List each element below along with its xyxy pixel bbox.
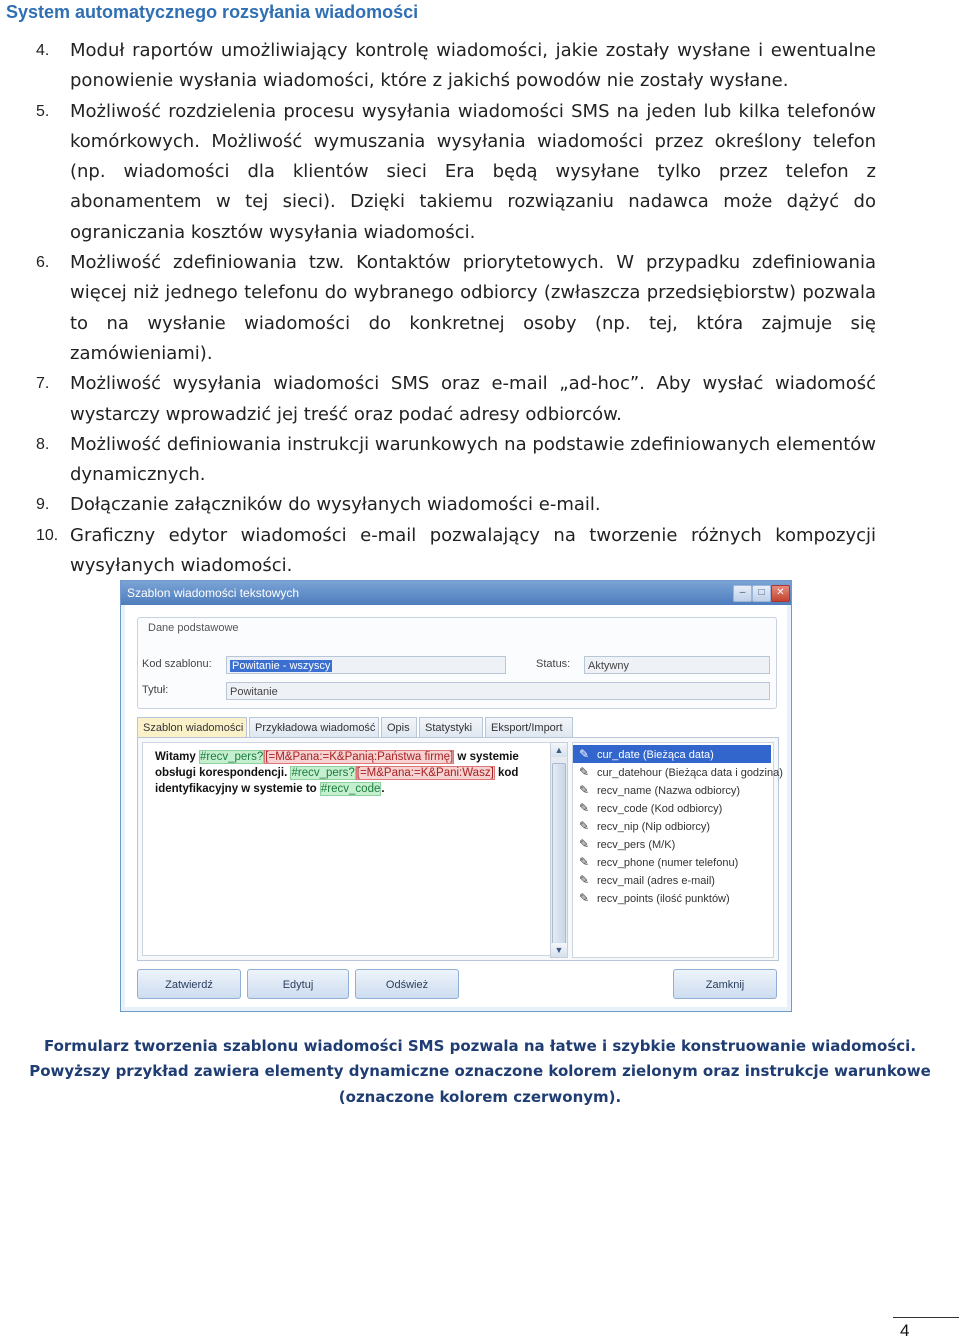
- list-number: 9.: [36, 496, 50, 514]
- list-number: 4.: [36, 42, 50, 59]
- list-number: 8.: [36, 435, 50, 453]
- scroll-up-icon[interactable]: ▲: [551, 743, 567, 757]
- variable-item[interactable]: [573, 745, 771, 763]
- variable-list: [572, 742, 783, 958]
- list-text: Możliwość definiowania instrukcji warunkowych na podstawie zdefiniowanych elementów dynamicznych.: [70, 433, 876, 486]
- tab-statistics[interactable]: Statystyki: [419, 717, 483, 737]
- variable-label: recv_pers (M/K): [597, 839, 676, 851]
- editor-text: kod identyfikacyjny w systemie to: [155, 767, 519, 795]
- variable-item[interactable]: [573, 835, 771, 853]
- list-text: Dołączanie załączników do wysyłanych wiadomości e-mail.: [70, 494, 601, 516]
- document-header: System automatycznego rozsyłania wiadomości: [6, 2, 419, 22]
- edit-button[interactable]: Edytuj: [247, 969, 349, 999]
- close-window-button[interactable]: ✕: [771, 585, 790, 602]
- list-text: Możliwość wysyłania wiadomości SMS oraz e-mail „ad-hoc”. Aby wysłać wiadomość wystarczy wprowadzić jej treść oraz podać adresy odbiorców.: [70, 373, 876, 425]
- code-field[interactable]: [226, 656, 506, 674]
- pencil-icon: ✎: [578, 783, 590, 797]
- minimize-button[interactable]: –: [733, 585, 752, 602]
- caption-line-1: Formularz tworzenia szablonu wiadomości SMS pozwala na łatwe i szybkie konstruowanie wiadomości.: [43, 1037, 917, 1055]
- window-titlebar[interactable]: [121, 581, 791, 605]
- maximize-button[interactable]: □: [752, 585, 771, 602]
- variable-label: recv_points (ilość punktów): [597, 893, 730, 905]
- list-item: [36, 430, 876, 491]
- tab-export-import[interactable]: Eksport/Import: [485, 717, 573, 737]
- code-value: Powitanie - wszyscy: [232, 660, 331, 672]
- scroll-thumb[interactable]: [552, 763, 566, 945]
- title-field[interactable]: Powitanie: [226, 682, 770, 700]
- variable-label: recv_name (Nazwa odbiorcy): [597, 785, 741, 797]
- list-number: 6.: [36, 254, 50, 272]
- group-title: Dane podstawowe: [148, 622, 239, 634]
- dynamic-element: #recv_code: [320, 783, 381, 795]
- dynamic-element: #recv_pers?: [291, 767, 355, 779]
- template-panel: [137, 737, 783, 961]
- variable-item[interactable]: [573, 799, 771, 817]
- list-item: [36, 490, 876, 520]
- pencil-icon: ✎: [578, 837, 590, 851]
- template-text: [155, 749, 539, 797]
- pencil-icon: ✎: [578, 765, 590, 779]
- tab-template[interactable]: Szablon wiadomości: [137, 717, 247, 737]
- variable-item[interactable]: [573, 763, 783, 781]
- list-item: [36, 248, 876, 369]
- variable-item[interactable]: [573, 853, 771, 871]
- pencil-icon: ✎: [578, 855, 590, 869]
- pencil-icon: ✎: [578, 801, 590, 815]
- confirm-button[interactable]: Zatwierdź: [137, 969, 241, 999]
- status-field[interactable]: Aktywny: [584, 656, 770, 674]
- status-label: Status:: [536, 658, 571, 670]
- pencil-icon: ✎: [578, 873, 590, 887]
- title-label: Tytuł:: [142, 684, 169, 696]
- list-text: Graficzny edytor wiadomości e-mail pozwalający na tworzenie różnych kompozycji wysyłanych wiadomości.: [70, 524, 876, 577]
- editor-text: Witamy: [155, 751, 199, 763]
- feature-list: [36, 36, 876, 581]
- variable-label: cur_datehour (Bieżąca data i godzina): [597, 767, 783, 779]
- pencil-icon: ✎: [578, 891, 590, 905]
- list-item: [36, 36, 876, 97]
- caption-line-2: Powyższy przykład zawiera elementy dynamiczne oznaczone kolorem zielonym oraz instrukcje warunkowe: [29, 1062, 931, 1080]
- basic-data-group: [137, 617, 777, 709]
- pencil-icon: ✎: [578, 819, 590, 833]
- window-client: [125, 605, 787, 1007]
- pencil-icon: ✎: [578, 747, 590, 761]
- variable-label: recv_code (Kod odbiorcy): [597, 803, 723, 815]
- tab-sample-message[interactable]: Przykładowa wiadomość: [249, 717, 379, 737]
- variable-item[interactable]: [573, 781, 771, 799]
- conditional-instruction: [=M&Pana:=K&Panią:Państwa firmę]: [265, 751, 454, 763]
- list-item: [36, 97, 876, 248]
- window-title: Szablon wiadomości tekstowych: [127, 586, 300, 600]
- variable-item[interactable]: [573, 817, 771, 835]
- list-item: [36, 369, 876, 430]
- list-text: Moduł raportów umożliwiający kontrolę wiadomości, jakie zostały wysłane i ewentualne ponowienie wysłania wiadomości, które z jakichś powodów nie zostały wysłane.: [70, 40, 876, 92]
- code-label: Kod szablonu:: [142, 658, 212, 670]
- footer-rule: [893, 1317, 959, 1318]
- variable-item[interactable]: [573, 871, 771, 889]
- variable-item[interactable]: [573, 889, 771, 907]
- scroll-down-icon[interactable]: ▼: [551, 943, 567, 957]
- list-number: 5.: [36, 102, 50, 120]
- refresh-button[interactable]: Odśwież: [355, 969, 459, 999]
- list-number: 7.: [36, 375, 50, 393]
- conditional-instruction: [=M&Pana:=K&Pani:Wasz]: [356, 767, 494, 779]
- template-editor[interactable]: [142, 742, 554, 956]
- variable-label: recv_phone (numer telefonu): [597, 857, 739, 869]
- variable-label: recv_nip (Nip odbiorcy): [597, 821, 711, 833]
- list-number: 10.: [36, 526, 59, 544]
- tab-description[interactable]: Opis: [381, 717, 417, 737]
- list-item: [36, 521, 876, 582]
- list-text: Możliwość rozdzielenia procesu wysyłania wiadomości SMS na jeden lub kilka telefonów komórkowych. Możliwość wymuszania wysyłania wiadomości przez określony telefon (np. wiadomości dla klientów sieci Era będą wysyłane tylko przez telefon z abonamentem w tej sieci). Dzięki takiemu rozwiązaniu nadawca może dążyć do ograniczania kosztów wysyłania wiadomości.: [70, 100, 876, 243]
- editor-scrollbar[interactable]: [550, 742, 568, 958]
- variable-label: cur_date (Bieżąca data): [597, 749, 714, 761]
- page-number: 4: [900, 1321, 910, 1340]
- editor-text: w systemie obsługi korespondencji.: [155, 751, 519, 779]
- variable-label: recv_mail (adres e-mail): [597, 875, 715, 887]
- list-text: Możliwość zdefiniowania tzw. Kontaktów priorytetowych. W przypadku zdefiniowania więcej niż jednego telefonu do wybranego odbiorcy (zwłaszcza przedsiębiorstw) pozwala to na wysłanie wiadomości do konkretnej osoby (np. tej, która zajmuje się zamówieniami).: [70, 252, 876, 364]
- dynamic-element: #recv_pers?: [200, 751, 264, 763]
- close-button[interactable]: Zamknij: [673, 969, 777, 999]
- caption-line-3: (oznaczone kolorem czerwonym).: [338, 1088, 622, 1106]
- template-window: [120, 580, 792, 1012]
- editor-text: .: [381, 783, 385, 795]
